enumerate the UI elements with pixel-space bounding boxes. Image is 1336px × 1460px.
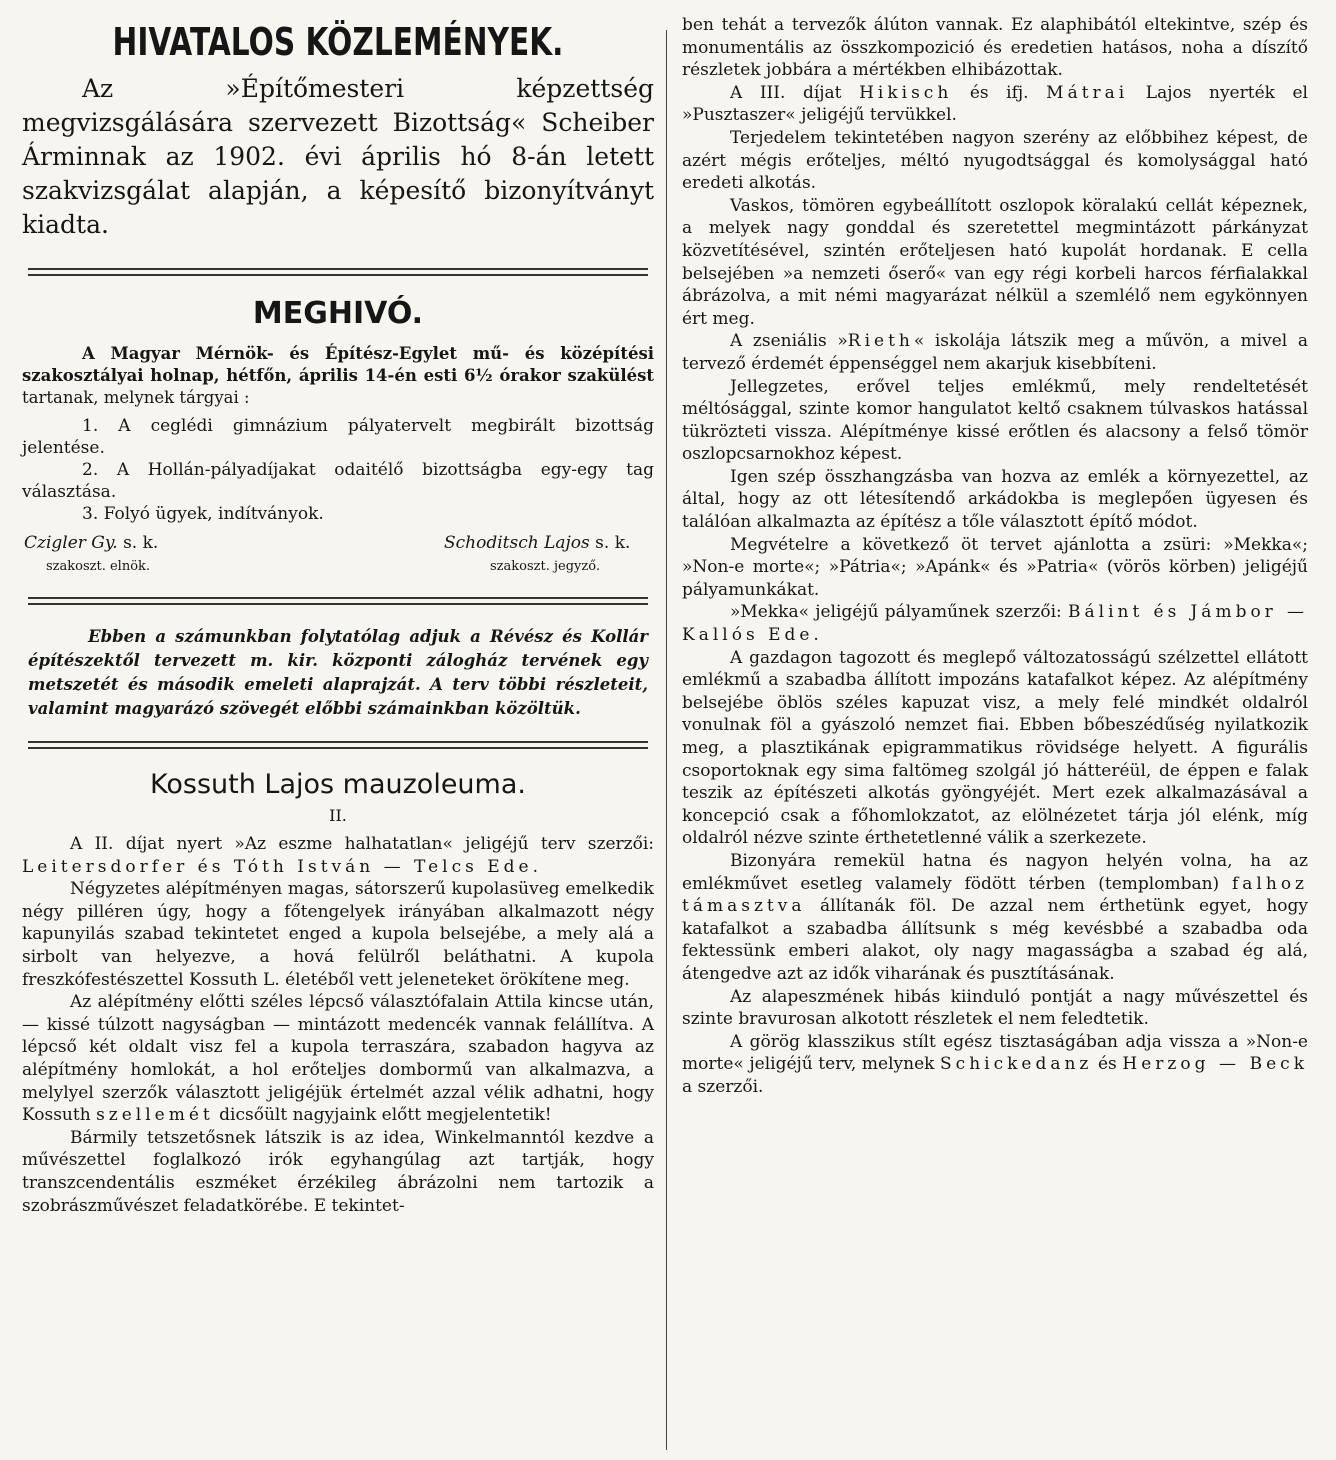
invitation-lead <box>22 343 654 409</box>
agenda-item: 3. Folyó ügyek, indítványok. <box>82 504 324 524</box>
paragraph: ben tehát a tervezők álúton vannak. Ez alaphibától eltekintve, szép és monumentális az összkompozició és eredetien hatásos, noha a díszítő részletek jobbára a mértékben elhibázottak. <box>682 15 1308 81</box>
author-names: Herzog — Beck <box>1122 1054 1309 1075</box>
right-column <box>682 14 1308 1099</box>
author-name: Mátrai <box>1046 82 1129 103</box>
paragraph-text: Bizonyára remekül hatna és nagyon helyén volna, ha az emlékművet esetleg valamely födött térben (templomban) <box>682 850 1308 894</box>
editorial-note: Ebben a számunkban folytatólag adjuk a Révész és Kollár építészektől tervezett m. kir. központi zálogház tervének egy metszetét és második emeleti alaprajzát. A terv többi részleteit, valamint magyarázó szövegét előbbi számainkban közöltük. <box>28 627 648 718</box>
agenda-item: 1. A ceglédi gimnázium pályatervelt megbirált bizottság jelentése. <box>22 416 654 458</box>
paragraph-text: Lajos nyerték el »Pusztaszer« jeligéjű tervükkel. <box>682 82 1308 126</box>
paragraph <box>682 601 1308 646</box>
paragraph-text: »Mekka« jeligéjű pályaműnek szerzői: <box>730 602 1062 623</box>
paragraph-text: « iskolája látszik meg a művön, a mivel a tervező érdemét éppenséggel nem akarjuk kisebbíteni. <box>682 331 1308 374</box>
paragraph: Négyzetes alépítményen magas, sátorszerű kupolasüveg emelkedik négy pilléren úgy, hogy a főtengelyek irányában alkalmazott négy kapunyilás szabad tekintetet enged a kupola belsejébe, a mely alá a sirbolt van helyezve, a hová felülről beláthatni. A kupola freszkófestészettel Kossuth L. életéből vett jeleneteket örökítene meg. <box>22 879 654 990</box>
signatures <box>22 533 654 583</box>
paragraph: Igen szép összhangzásba van hozva az emlék a környezettel, az által, hogy az ott létesítendő arkádokba is meglepően ügyesen és találóan alkalmazta az építész a tőle választott építő módot. <box>682 466 1308 533</box>
paragraph <box>682 1031 1308 1099</box>
signature-chair <box>24 533 159 574</box>
divider-rule <box>28 597 648 605</box>
invitation-title: MEGHIVÓ. <box>252 296 424 331</box>
divider-rule <box>28 741 648 749</box>
paragraph-text: Az alépítmény előtti széles lépcső választófalain Attila kincse után, — kissé túlzott nagyságban — mintázott medencék vannak felállítva. A lépcső két oldalt visz fel a kupola terraszára, szabadon hagyva az alépítmény homlokát, a hol erőteljes dombormű van alkalmazva, a melylyel szerzők választott jeligéjük értelmét azzal vélik adhatni, hogy Kossuth <box>22 992 654 1126</box>
paragraph <box>682 330 1308 375</box>
emphasis-text: Rieth <box>847 331 914 352</box>
divider-rule <box>28 268 648 276</box>
paragraph-text: és <box>1097 1054 1117 1075</box>
article-title: Kossuth Lajos mauzoleuma. <box>150 769 526 800</box>
signature-secretary-sk: s. k. <box>595 533 631 553</box>
invitation-lead-rest: tartanak, melynek tárgyai : <box>22 388 250 407</box>
paragraph: Vaskos, tömören egybeállított oszlopok köralakú cellát képeznek, a melyek nagy gonddal és szeretettel megmintázott párkányzat közvetítésével, szintén erőteljesen ható kupolát hordanak. E cella belsejében »a nemzeti őserő« van egy régi korbeli harcos férfialakkal ábrázolva, a mit némi magyarázat nélkül a szemlélő nem egykönnyen ért meg. <box>682 195 1308 329</box>
signature-secretary <box>444 533 631 574</box>
paragraph: Megvételre a következő öt tervet ajánlotta a zsüri: »Mekka«; »Non-e morte«; »Pátria«; »Apánk« és »Patria« (vörös körben) jeligéjű pályamunkákat. <box>682 534 1308 600</box>
paragraph-text: A görög klasszikus stílt egész tisztaságában adja vissza a »Non-e morte« jeligéjű terv, melynek <box>682 1031 1308 1075</box>
official-notices-title: HIVATALOS KÖZLEMÉNYEK. <box>112 20 564 64</box>
paragraph: A gazdagon tagozott és meglepő változatosságú szélzettel ellátott emlékmű a szabadba állított impozáns katafalkot képez. Az alépítmény belsejébe öblös széles kapuzat visz, a mely felé mindkét oldalról vonulnak föl a gyászoló nemzet fiai. Ebben bőbeszédűség nyilatkozik meg, a plasztikának epigrammatikus rövidsége helyett. A figurális csoportoknak egy sima faltömeg szolgál jó hátteréül, de éppen e falak teszik az építészeti alkotás gyöngyéjét. Mert ezek alkalmazásával a koncepció csak a főhomlokzatot, az elölnézetet tárja jól elénk, míg oldalról nézve szinte érthetetlenné válik a szerkezete. <box>682 647 1308 849</box>
author-names: Leitersdorfer és Tóth István — Telcs Ede. <box>22 856 542 877</box>
signature-chair-title: szakoszt. elnök. <box>46 559 151 574</box>
official-notice-text: Az »Építőmesteri képzettség megvizsgálására szervezett Bizottság« Scheiber Árminnak az 1902. évi április hó 8-án letett szakvizsgálat alapján, a képesítő bizonyítványt kiadta. <box>22 74 654 239</box>
paragraph-text: és ifj. <box>969 82 1029 103</box>
author-name: Schickedanz <box>940 1054 1093 1075</box>
paragraph-text: a szerzői. <box>682 1076 764 1097</box>
paragraph-text: A zseniális » <box>730 331 848 352</box>
paragraph: Az alapeszmének hibás kiinduló pontját a nagy művészettel és szinte bravurosan alkotott részletek el nem feledtetik. <box>682 986 1308 1030</box>
author-name: Hikisch <box>859 82 953 103</box>
paragraph <box>22 991 654 1127</box>
signature-secretary-name: Schoditsch Lajos <box>444 533 590 553</box>
emphasis-text: szellemét <box>96 1105 214 1126</box>
paragraph <box>682 850 1308 986</box>
signature-chair-sk: s. k. <box>123 533 159 553</box>
left-column <box>22 14 654 1217</box>
paragraph <box>682 82 1308 127</box>
article-part: II. <box>329 806 347 825</box>
paragraph-text: A III. díjat <box>730 82 842 103</box>
author-names: Bálint és Jámbor — Kallós Ede. <box>682 602 1309 646</box>
agenda-item: 2. A Hollán-pályadíjakat odaitélő bizottságba egy-egy tag választása. <box>22 460 654 502</box>
paragraph-text: A II. díjat nyert »Az eszme halhatatlan« jeligéjű terv szerzői: <box>70 834 654 854</box>
paragraph: Terjedelem tekintetében nagyon szerény az előbbihez képest, de azért mégis erőteljes, méltó nyugodtsággal és komolysággal ható eredeti alkotás. <box>682 127 1308 194</box>
column-divider <box>666 30 667 1450</box>
paragraph: Bármily tetszetősnek látszik is az idea, Winkelmanntól kezdve a művészettel foglalkozó irók egyhangúlag azt tartják, hogy transzcendentális eszméket érzékileg ábrázolni nem tartozik a szobrászművészet feladatkörébe. E tekintet- <box>22 1127 654 1216</box>
invitation-lead-bold: A Magyar Mérnök- és Építész-Egylet mű- és középítési szakosztályai holnap, hétfőn, április 14-én esti 6½ órakor szakülést <box>22 344 654 385</box>
signature-chair-name: Czigler Gy. <box>24 533 118 553</box>
emphasis-text: falhoz támasztva <box>682 873 1309 917</box>
signature-secretary-title: szakoszt. jegyző. <box>490 559 601 574</box>
paragraph <box>22 833 654 878</box>
paragraph: Jellegzetes, erővel teljes emlékmű, mely rendeltetését méltósággal, szinte komor hangulatot keltő csaknem túlvaskos hatással tükrözteti vissza. Alépítménye kissé erőtlen és alacsony a felső tömör oszlopcsarnokhoz képest. <box>682 376 1308 465</box>
paragraph-text: állítanák föl. De azzal nem érthetünk egyet, hogy katafalkot a szabadba állítsunk s még kevésbbé a szabadba oda fektessünk emberi alakot, oly nagy magasságba a szabad ég alá, átengedve azt az idők viharának és pusztításának. <box>682 896 1308 984</box>
paragraph-text: dicsőült nagyjaink előtt megjelentetik! <box>219 1105 552 1126</box>
